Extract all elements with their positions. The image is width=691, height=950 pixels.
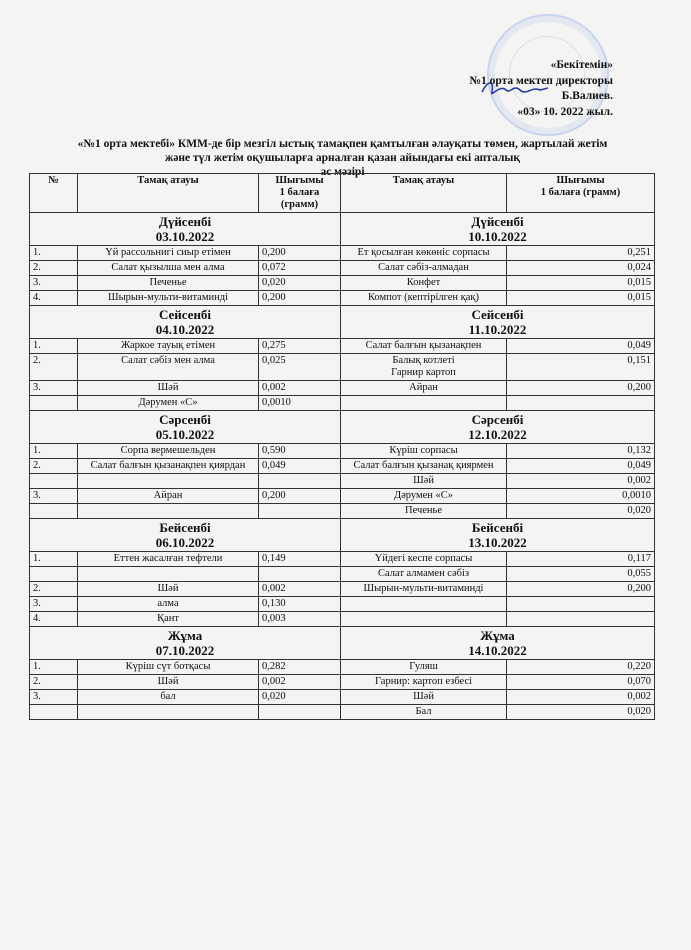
table-row [30,597,655,612]
table-row [30,612,655,627]
dish-weight: 0,200 [259,489,341,504]
day-date: 10.10.2022 [468,229,527,244]
approve-role: №1 орта мектеп директоры [469,74,613,87]
dish-name-right: Бал [341,705,507,720]
dish-weight: 0,072 [259,261,341,276]
dish-weight: 0,200 [259,291,341,306]
dish-name: Шәй [78,381,259,396]
dish-weight-right: 0,015 [507,276,655,291]
dish-weight-right: 0,002 [507,474,655,489]
dish-weight: 0,020 [259,690,341,705]
dish-weight-right: 0,200 [507,582,655,597]
dish-name: алма [78,597,259,612]
row-number: 2. [30,675,78,690]
col-name-header: Тамақ атауы [78,174,259,213]
row-number: 2. [30,261,78,276]
table-row [30,474,655,489]
table-row [30,444,655,459]
table-row [30,276,655,291]
title-line-3: ас мәзірі [320,166,365,178]
row-number: 1. [30,339,78,354]
dish-name-right: Салат сәбіз-алмадан [341,261,507,276]
dish-weight: 0,200 [259,246,341,261]
dish-weight-right: 0,220 [507,660,655,675]
day-right-cell [341,627,655,660]
day-date: 11.10.2022 [468,322,527,337]
row-number [30,396,78,411]
day-name: Бейсенбі [471,520,524,535]
approve-name: Б.Валиев. [561,90,613,102]
dish-name: Шәй [78,675,259,690]
dish-name-right: Балық котлеті Гарнир картоп [341,354,507,381]
day-left-cell [30,411,341,444]
dish-name-right: Шәй [341,690,507,705]
table-row [30,552,655,567]
day-header-row [30,306,655,339]
dish-weight: 0,282 [259,660,341,675]
dish-name-right [341,396,507,411]
menu-table [29,173,655,720]
row-number: 1. [30,552,78,567]
dish-name-right: Салат балғын қызанақ қиярмен [341,459,507,474]
dish-name-right: Күріш сорпасы [341,444,507,459]
row-number: 2. [30,582,78,597]
dish-weight: 0,130 [259,597,341,612]
col-num-header: № [30,174,78,213]
dish-weight: 0,002 [259,675,341,690]
approval-block [383,58,613,120]
row-number: 2. [30,459,78,474]
day-name: Жұма [167,628,203,643]
approve-title: «Бекітемін» [550,59,613,71]
table-row [30,354,655,381]
day-date: 04.10.2022 [155,322,215,337]
title-line-1: «№1 орта мектебі» КММ-де бір мезгіл ыстық тамақпен қамтылған әлауқаты төмен, жартылай жетім [77,138,608,150]
dish-weight-right: 0,020 [507,504,655,519]
dish-name: Салат қызылша мен алма [78,261,259,276]
table-row [30,381,655,396]
table-row [30,504,655,519]
day-header-row [30,519,655,552]
dish-name-right: Конфет [341,276,507,291]
day-date: 05.10.2022 [155,427,215,442]
day-date: 03.10.2022 [155,229,215,244]
day-left-cell [30,519,341,552]
table-row [30,459,655,474]
table-row [30,396,655,411]
table-row [30,291,655,306]
dish-weight: 0,002 [259,381,341,396]
dish-weight-right: 0,002 [507,690,655,705]
dish-weight: 0,0010 [259,396,341,411]
dish-name [78,705,259,720]
dish-name: Күріш сүт ботқасы [78,660,259,675]
day-date: 12.10.2022 [468,427,527,442]
day-header-row [30,213,655,246]
table-row [30,660,655,675]
table-row [30,582,655,597]
dish-weight-right: 0,070 [507,675,655,690]
dish-name: Сорпа вермешельден [78,444,259,459]
dish-name: Салат балғын қызанақпен қиярдан [78,459,259,474]
dish-name-right: Айран [341,381,507,396]
col-name-right-header: Тамақ атауы [341,174,507,213]
table-row [30,489,655,504]
row-number: 4. [30,291,78,306]
dish-name [78,504,259,519]
dish-weight-right: 0,200 [507,381,655,396]
dish-name-right [341,597,507,612]
dish-weight: 0,149 [259,552,341,567]
dish-name: Шәй [78,582,259,597]
dish-weight: 0,020 [259,276,341,291]
title-line-2: және түл жетім оқушыларға арналған қазан айындағы екі апталық [164,152,521,164]
day-date: 06.10.2022 [155,535,215,550]
dish-weight-right: 0,151 [507,354,655,381]
day-name: Дүйсенбі [158,214,212,229]
dish-name-right: Компот (кептірілген қақ) [341,291,507,306]
row-number: 3. [30,597,78,612]
dish-name-right: Дәрумен «С» [341,489,507,504]
dish-name-right: Гарнир: картоп езбесі [341,675,507,690]
row-number: 3. [30,690,78,705]
dish-name: бал [78,690,259,705]
day-left-cell [30,627,341,660]
row-number: 1. [30,660,78,675]
dish-weight-right: 0,055 [507,567,655,582]
dish-name [78,474,259,489]
row-number [30,474,78,489]
row-number: 3. [30,489,78,504]
dish-name [78,567,259,582]
day-left-cell [30,306,341,339]
day-name: Сәрсенбі [159,412,211,427]
table-row [30,675,655,690]
dish-weight-right: 0,024 [507,261,655,276]
row-number: 1. [30,246,78,261]
day-name: Сейсенбі [471,307,524,322]
dish-weight: 0,590 [259,444,341,459]
dish-name: Үй рассольнигі сиыр етімен [78,246,259,261]
dish-name-right: Печенье [341,504,507,519]
table-row [30,339,655,354]
dish-weight: 0,275 [259,339,341,354]
table-row [30,690,655,705]
dish-weight-right: 0,251 [507,246,655,261]
day-right-cell [341,411,655,444]
table-row [30,261,655,276]
day-date: 14.10.2022 [468,643,527,658]
dish-name-right: Шырын-мульти-витаминді [341,582,507,597]
row-number: 3. [30,381,78,396]
row-number [30,504,78,519]
dish-weight-right: 0,049 [507,459,655,474]
dish-name: Салат сәбіз мен алма [78,354,259,381]
dish-weight-right: 0,0010 [507,489,655,504]
dish-weight: 0,003 [259,612,341,627]
dish-weight-right: 0,049 [507,339,655,354]
row-number: 4. [30,612,78,627]
dish-weight: 0,002 [259,582,341,597]
day-right-cell [341,519,655,552]
dish-name: Айран [78,489,259,504]
dish-name-right: Гуляш [341,660,507,675]
dish-name: Шырын-мульти-витаминді [78,291,259,306]
table-row [30,246,655,261]
table-row [30,705,655,720]
dish-name-right: Салат балғын қызанақпен [341,339,507,354]
dish-weight [259,474,341,489]
dish-name: Жаркое тауық етімен [78,339,259,354]
dish-name-right: Шәй [341,474,507,489]
dish-name-right: Үйдегі кеспе сорпасы [341,552,507,567]
day-left-cell [30,213,341,246]
row-number: 2. [30,354,78,381]
col-weight-header: Шығымы 1 балаға (грамм) [259,174,341,213]
dish-weight-right: 0,117 [507,552,655,567]
dish-name: Қант [78,612,259,627]
row-number [30,705,78,720]
approve-date: «03» 10. 2022 жыл. [517,105,613,118]
dish-weight-right [507,396,655,411]
dish-weight-right [507,597,655,612]
col-weight-right-header: Шығымы 1 балаға (грамм) [507,174,655,213]
dish-weight-right [507,612,655,627]
dish-weight-right: 0,015 [507,291,655,306]
dish-name-right: Ет қосылған көкөніс сорпасы [341,246,507,261]
day-name: Сейсенбі [158,307,212,322]
dish-name-right [341,612,507,627]
dish-weight-right: 0,132 [507,444,655,459]
day-name: Жұма [480,628,515,643]
table-header-row [30,174,655,213]
dish-name-right: Салат алмамен сәбіз [341,567,507,582]
day-header-row [30,627,655,660]
dish-weight [259,567,341,582]
dish-name: Дәрумен «С» [78,396,259,411]
row-number: 1. [30,444,78,459]
day-name: Дүйсенбі [471,214,524,229]
dish-weight: 0,049 [259,459,341,474]
dish-name: Печенье [78,276,259,291]
row-number [30,567,78,582]
day-right-cell [341,306,655,339]
dish-weight [259,705,341,720]
day-header-row [30,411,655,444]
dish-weight-right: 0,020 [507,705,655,720]
day-right-cell [341,213,655,246]
dish-weight: 0,025 [259,354,341,381]
day-date: 07.10.2022 [155,643,215,658]
day-name: Сәрсенбі [471,412,524,427]
dish-name: Еттен жасалған тефтели [78,552,259,567]
day-date: 13.10.2022 [468,535,527,550]
row-number: 3. [30,276,78,291]
table-row [30,567,655,582]
dish-weight [259,504,341,519]
day-name: Бейсенбі [159,520,211,535]
